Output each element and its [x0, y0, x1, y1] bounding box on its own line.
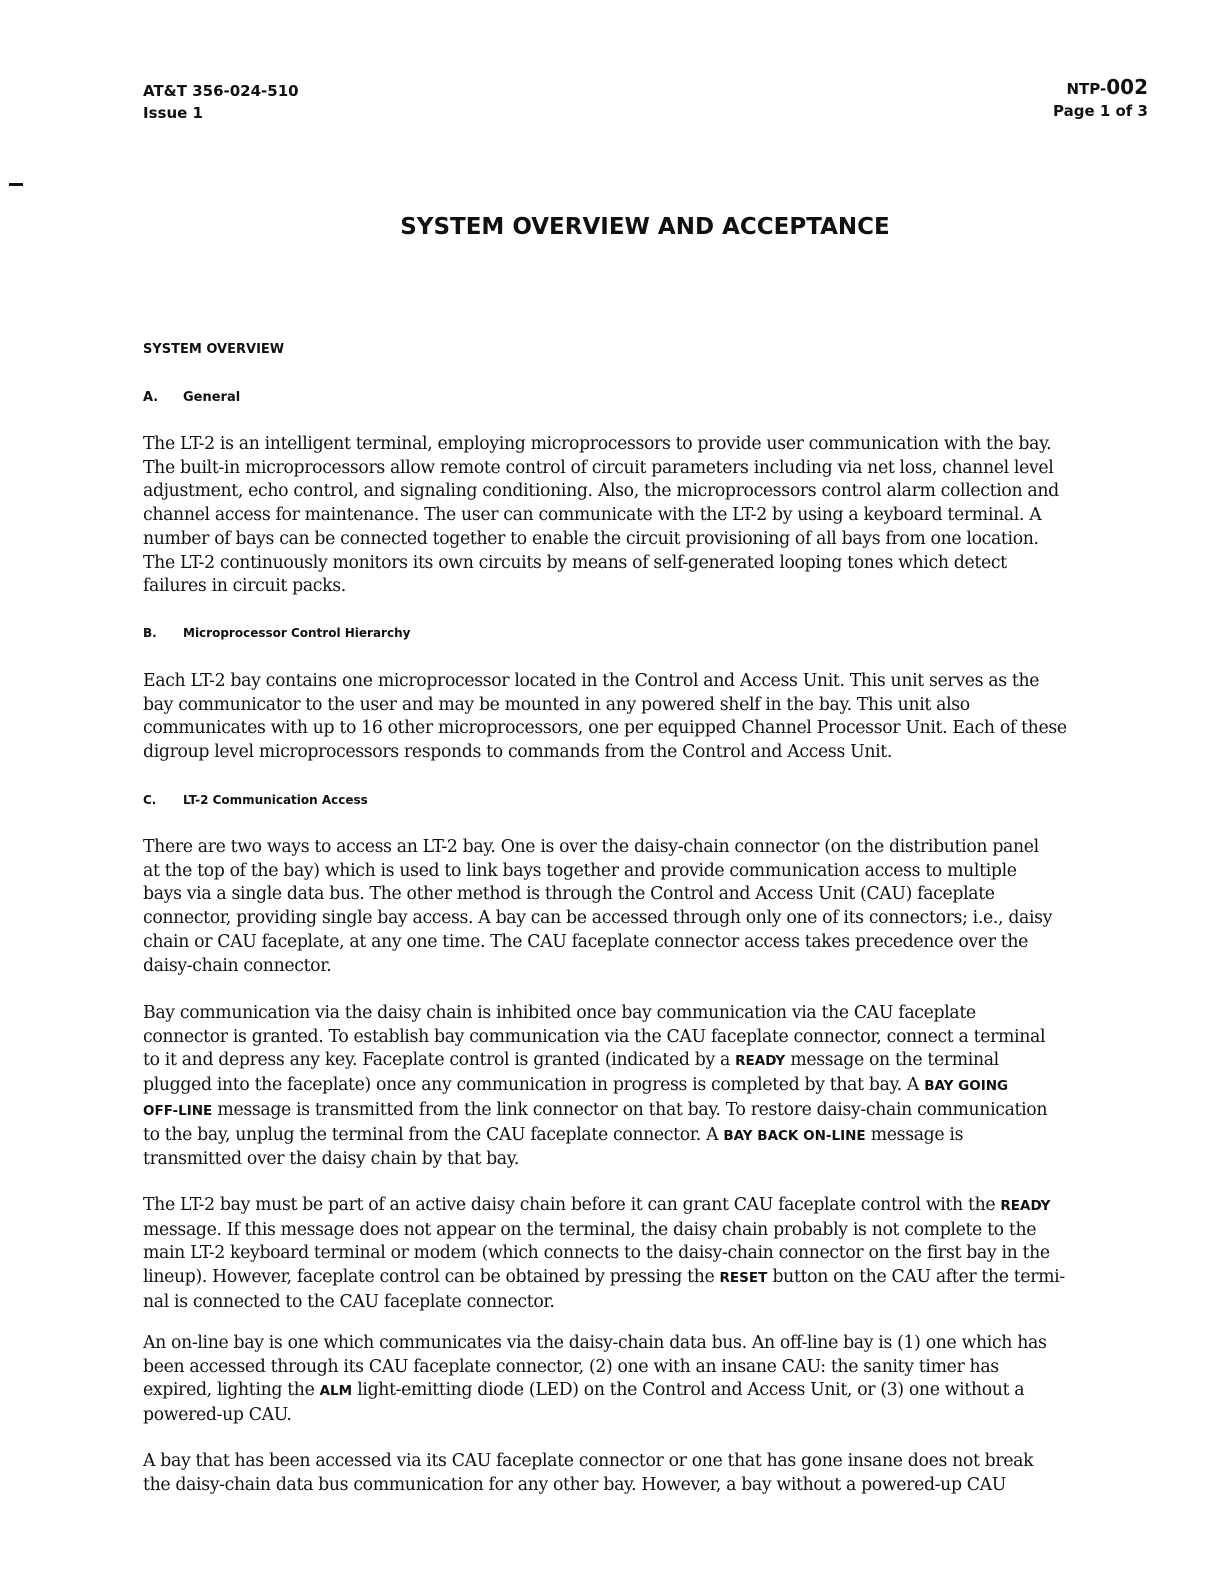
subsection-title: Microprocessor Control Hierarchy: [183, 626, 411, 640]
document-header-right: [1053, 76, 1148, 122]
subsection-title: LT-2 Communication Access: [183, 793, 368, 807]
text-run: adjustment, echo control, and signaling conditioning. Also, the microprocessors control alarm collection and: [143, 481, 1059, 502]
text-run: button on the CAU after the termi-: [767, 1267, 1065, 1288]
text-line: [143, 552, 1153, 576]
text-run: Bay communication via the daisy chain is inhibited once bay communication via the CAU faceplate: [143, 1003, 976, 1023]
page-title: SYSTEM OVERVIEW AND ACCEPTANCE: [400, 214, 890, 240]
text-run: The LT-2 is an intelligent terminal, employing microprocessors to provide user communication with the bay.: [143, 434, 1052, 454]
ntp-prefix: NTP-: [1066, 80, 1107, 98]
margin-mark: [9, 183, 23, 186]
text-line: [143, 955, 1153, 979]
emphasized-term: RESET: [719, 1270, 768, 1287]
text-run: There are two ways to access an LT-2 bay. One is over the daisy-chain connector (on the distribution panel: [143, 837, 1039, 857]
text-line: [143, 575, 1153, 599]
text-run: message. If this message does not appear on the terminal, the daisy chain probably is not complete to the: [143, 1219, 1037, 1240]
text-run: message is: [865, 1124, 964, 1145]
emphasized-term: BAY BACK ON-LINE: [723, 1127, 866, 1144]
text-line: [143, 1219, 1153, 1243]
text-line: [143, 1474, 1153, 1498]
text-line: [143, 694, 1153, 718]
emphasized-term: READY: [1000, 1198, 1051, 1214]
text-run: number of bays can be connected together to enable the circuit provisioning of all bays from one location.: [143, 528, 1039, 549]
text-line: [143, 1002, 1153, 1026]
text-line: [143, 1266, 1153, 1291]
text-line: [143, 1356, 1153, 1380]
text-line: [143, 1404, 1153, 1428]
text-run: main LT-2 keyboard terminal or modem (which connects to the daisy-chain connector on the first bay in the: [143, 1243, 1050, 1264]
text-run: the daisy-chain data bus communication for any other bay. However, a bay without a powered-up CAU: [143, 1474, 1007, 1495]
text-run: plugged into the faceplate) once any communication in progress is completed by that bay. A: [143, 1075, 925, 1096]
paragraph: [143, 836, 1153, 978]
text-run: bays via a single data bus. The other method is through the Control and Access Unit (CAU) faceplate: [143, 884, 995, 905]
text-run: message on the terminal: [785, 1050, 999, 1071]
text-run: at the top of the bay) which is used to link bays together and provide communication access to multiple: [143, 860, 1017, 881]
text-line: [143, 504, 1153, 528]
emphasized-term: READY: [735, 1053, 786, 1070]
text-run: The LT-2 continuously monitors its own circuits by means of self-generated looping tones which detect: [143, 552, 1007, 573]
paragraph: [143, 670, 1153, 765]
text-run: An on-line bay is one which communicates via the daisy-chain data bus. An off-line bay is (1) one which has: [143, 1333, 1047, 1353]
text-run: communicates with up to 16 other microprocessors, one per equipped Channel Processor Unit. Each of these: [143, 718, 1067, 739]
subsection-label: A.: [143, 390, 159, 405]
paragraph: [143, 433, 1153, 599]
text-line: [143, 1332, 1153, 1356]
text-line: [143, 907, 1153, 931]
text-line: [143, 1026, 1153, 1050]
document-header-left: [143, 80, 299, 124]
text-line: [143, 1148, 1153, 1172]
text-line: [143, 480, 1153, 504]
text-run: connector is granted. To establish bay communication via the CAU faceplate connector, connect a terminal: [143, 1026, 1046, 1047]
page-number: Page 1 of 3: [1053, 102, 1148, 120]
subsection-label: C.: [143, 793, 157, 807]
paragraph: [143, 1194, 1153, 1315]
text-run: transmitted over the daisy chain by that bay.: [143, 1149, 520, 1170]
text-run: Each LT-2 bay contains one microprocessor located in the Control and Access Unit. This unit serves as the: [143, 671, 1040, 691]
text-line: [143, 457, 1153, 481]
text-run: The built-in microprocessors allow remote control of circuit parameters including via net loss, channel level: [143, 457, 1054, 478]
text-run: digroup level microprocessors responds to commands from the Control and Access Unit.: [143, 742, 893, 763]
subsection-heading-b: [143, 626, 410, 640]
text-line: [143, 1124, 1153, 1149]
paragraph: [143, 1002, 1153, 1172]
text-line: [143, 1450, 1153, 1474]
text-run: expired, lighting the: [143, 1380, 320, 1401]
text-run: nal is connected to the CAU faceplate connector.: [143, 1291, 555, 1312]
subsection-heading-c: [143, 793, 368, 807]
text-run: lineup). However, faceplate control can be obtained by pressing the: [143, 1267, 720, 1288]
text-run: failures in circuit packs.: [143, 576, 346, 597]
text-line: [143, 1242, 1153, 1266]
text-run: The LT-2 bay must be part of an active daisy chain before it can grant CAU faceplate control with the: [143, 1195, 1001, 1215]
text-run: been accessed through its CAU faceplate connector, (2) one with an insane CAU: the sanity timer has: [143, 1356, 999, 1377]
text-line: [143, 1291, 1153, 1315]
text-run: bay communicator to the user and may be mounted in any powered shelf in the bay. This unit also: [143, 694, 970, 715]
subsection-title: General: [183, 390, 241, 405]
paragraph: [143, 1450, 1153, 1497]
text-line: [143, 836, 1153, 860]
ntp-number: 002: [1106, 75, 1148, 99]
emphasized-term: OFF-LINE: [143, 1102, 213, 1119]
text-line: [143, 1074, 1153, 1099]
subsection-heading-a: [143, 390, 240, 405]
subsection-label: B.: [143, 626, 157, 640]
text-run: channel access for maintenance. The user can communicate with the LT-2 by using a keyboard terminal. A: [143, 505, 1042, 526]
emphasized-term: ALM: [319, 1383, 353, 1400]
section-heading: SYSTEM OVERVIEW: [143, 342, 285, 357]
text-run: light-emitting diode (LED) on the Control and Access Unit, or (3) one without a: [352, 1380, 1025, 1401]
paragraph: [143, 1332, 1153, 1428]
text-line: [143, 1049, 1153, 1074]
emphasized-term: BAY GOING: [924, 1078, 1009, 1095]
text-run: chain or CAU faceplate, at any one time. The CAU faceplate connector access takes precedence over the: [143, 931, 1029, 952]
text-line: [143, 1099, 1153, 1124]
text-line: [143, 883, 1153, 907]
text-run: powered-up CAU.: [143, 1405, 292, 1426]
text-run: message is transmitted from the link connector on that bay. To restore daisy-chain communication: [212, 1099, 1048, 1120]
text-line: [143, 528, 1153, 552]
text-line: [143, 931, 1153, 955]
text-run: A bay that has been accessed via its CAU faceplate connector or one that has gone insane does not break: [143, 1451, 1034, 1471]
document-number: AT&T 356-024-510: [143, 82, 299, 100]
text-run: connector, providing single bay access. A bay can be accessed through only one of its connectors; i.e., daisy: [143, 908, 1053, 929]
text-line: [143, 741, 1153, 765]
text-line: [143, 1379, 1153, 1404]
issue-number: Issue 1: [143, 104, 203, 122]
text-run: to the bay, unplug the terminal from the CAU faceplate connector. A: [143, 1124, 724, 1145]
text-run: to it and depress any key. Faceplate control is granted (indicated by a: [143, 1050, 736, 1071]
text-line: [143, 670, 1153, 694]
text-run: daisy-chain connector.: [143, 955, 332, 976]
text-line: [143, 1194, 1153, 1219]
text-line: [143, 860, 1153, 884]
text-line: [143, 717, 1153, 741]
text-line: [143, 433, 1153, 457]
